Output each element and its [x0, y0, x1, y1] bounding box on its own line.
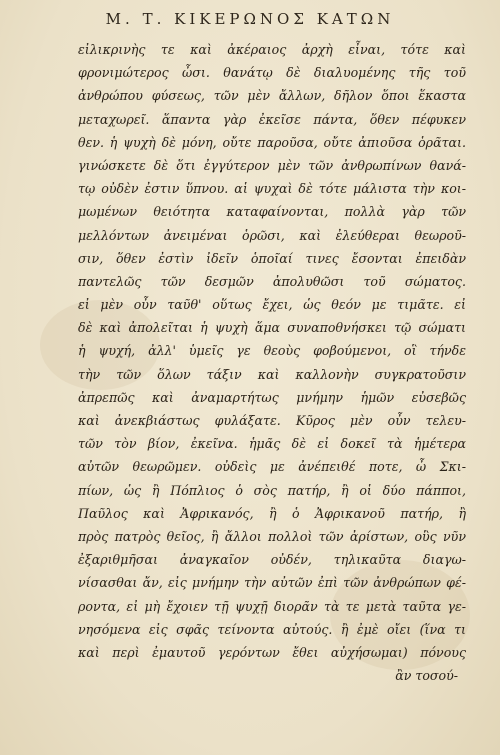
text-line: ἡ ψυχή, ἀλλ' ὑμεῖς γε θεοὺς φοβούμενοι, οἳ τήνδε	[78, 343, 466, 359]
text-line: γινώσκετε δὲ ὅτι ἐγγύτερον μὲν τῶν ἀνθρωπίνων θανά-	[78, 157, 466, 173]
text-line: τῳ οὐδὲν ἐστιν ὕπνου. αἱ ψυχαὶ δὲ τότε μάλιστα τὴν κοι-	[78, 181, 466, 197]
text-line: παντελῶς τῶν δεσμῶν ἀπολυθῶσι τοῦ σώματος.	[78, 273, 466, 289]
text-body	[78, 38, 466, 687]
text-line: εἰ μὲν οὖν ταῦθ' οὕτως ἔχει, ὡς θεόν με τιμᾶτε. εἰ	[78, 297, 466, 313]
text-line: πρὸς πατρὸς θεῖος, ἢ ἄλλοι πολλοὶ τῶν ἀρίστων, οὓς νῦν	[78, 528, 466, 544]
text-line: ἀπρεπῶς καὶ ἀναμαρτήτως μνήμην ἡμῶν εὐσεβῶς	[78, 389, 466, 405]
text-line: δὲ καὶ ἀπολεῖται ἡ ψυχὴ ἅμα συναποθνήσκει τῷ σώματι	[78, 320, 466, 336]
text-line: τὴν τῶν ὅλων τάξιν καὶ καλλονὴν συγκρατοῦσιν	[78, 366, 466, 382]
text-line: μωμένων θειότητα καταφαίνονται, πολλὰ γὰρ τῶν	[78, 204, 466, 220]
text-line: εἰλικρινὴς τε καὶ ἀκέραιος ἀρχὴ εἶναι, τότε καὶ	[78, 42, 466, 57]
text-line: φρονιμώτερος ὦσι. θανάτῳ δὲ διαλυομένης τῆς τοῦ	[78, 65, 466, 81]
text-line: νησόμενα εἰς σφᾶς τείνοντα αὐτούς. ἢ ἐμὲ οἴει (ἵνα τι	[78, 621, 466, 637]
text-line: ἀνθρώπου φύσεως, τῶν μὲν ἄλλων, δῆλον ὅποι ἕκαστα	[78, 88, 466, 104]
text-line: καὶ περὶ ἐμαυτοῦ γερόντων ἔθει αὐχήσωμαι) πόνους	[78, 644, 466, 660]
text-line: ροντα, εἰ μὴ ἔχοιεν τῇ ψυχῇ διορᾶν τὰ τε μετὰ ταῦτα γε-	[78, 598, 466, 614]
text-line: μελλόντων ἀνειμέναι ὁρῶσι, καὶ ἐλεύθεραι θεωροῦ-	[78, 227, 466, 243]
text-line: θεν. ἡ ψυχὴ δὲ μόνη, οὔτε παροῦσα, οὔτε ἀπιοῦσα ὁρᾶται.	[78, 134, 466, 150]
text-line: τῶν τὸν βίον, ἐκεῖνα. ἡμᾶς δὲ εἰ δοκεῖ τὰ ἡμέτερα	[78, 436, 466, 452]
running-head: Μ. Τ. ΚΙΚΕΡΩΝΟΣ ΚΑΤΩΝ	[105, 10, 395, 28]
text-line: πίων, ὡς ἢ Πόπλιος ὁ σὸς πατήρ, ἢ οἱ δύο πάπποι,	[78, 482, 466, 498]
text-line: ἐξαριθμῆσαι ἀναγκαῖον οὐδέν, τηλικαῦτα διαγω-	[78, 552, 466, 568]
text-line: νίσασθαι ἄν, εἰς μνήμην τὴν αὐτῶν ἐπὶ τῶν ἀνθρώπων φέ-	[78, 575, 466, 591]
text-line: σιν, ὅθεν ἐστὶν ἰδεῖν ὁποῖαί τινες ἔσονται ἐπειδὰν	[78, 250, 466, 266]
text-line: καὶ ἀνεκβιάστως φυλάξατε. Κῦρος μὲν οὖν τελευ-	[78, 413, 466, 428]
text-line: μεταχωρεῖ. ἅπαντα γὰρ ἐκεῖσε πάντα, ὅθεν πέφυκεν	[78, 111, 466, 127]
text-line: ἂν τοσού-	[395, 668, 458, 684]
text-line: Παῦλος καὶ Ἀφρικανός, ἢ ὁ Ἀφρικανοῦ πατήρ, ἢ	[78, 505, 466, 521]
text-line: αὐτῶν θεωρῶμεν. οὐδεὶς με ἀνέπειθέ ποτε, ὦ Σκι-	[78, 459, 466, 475]
